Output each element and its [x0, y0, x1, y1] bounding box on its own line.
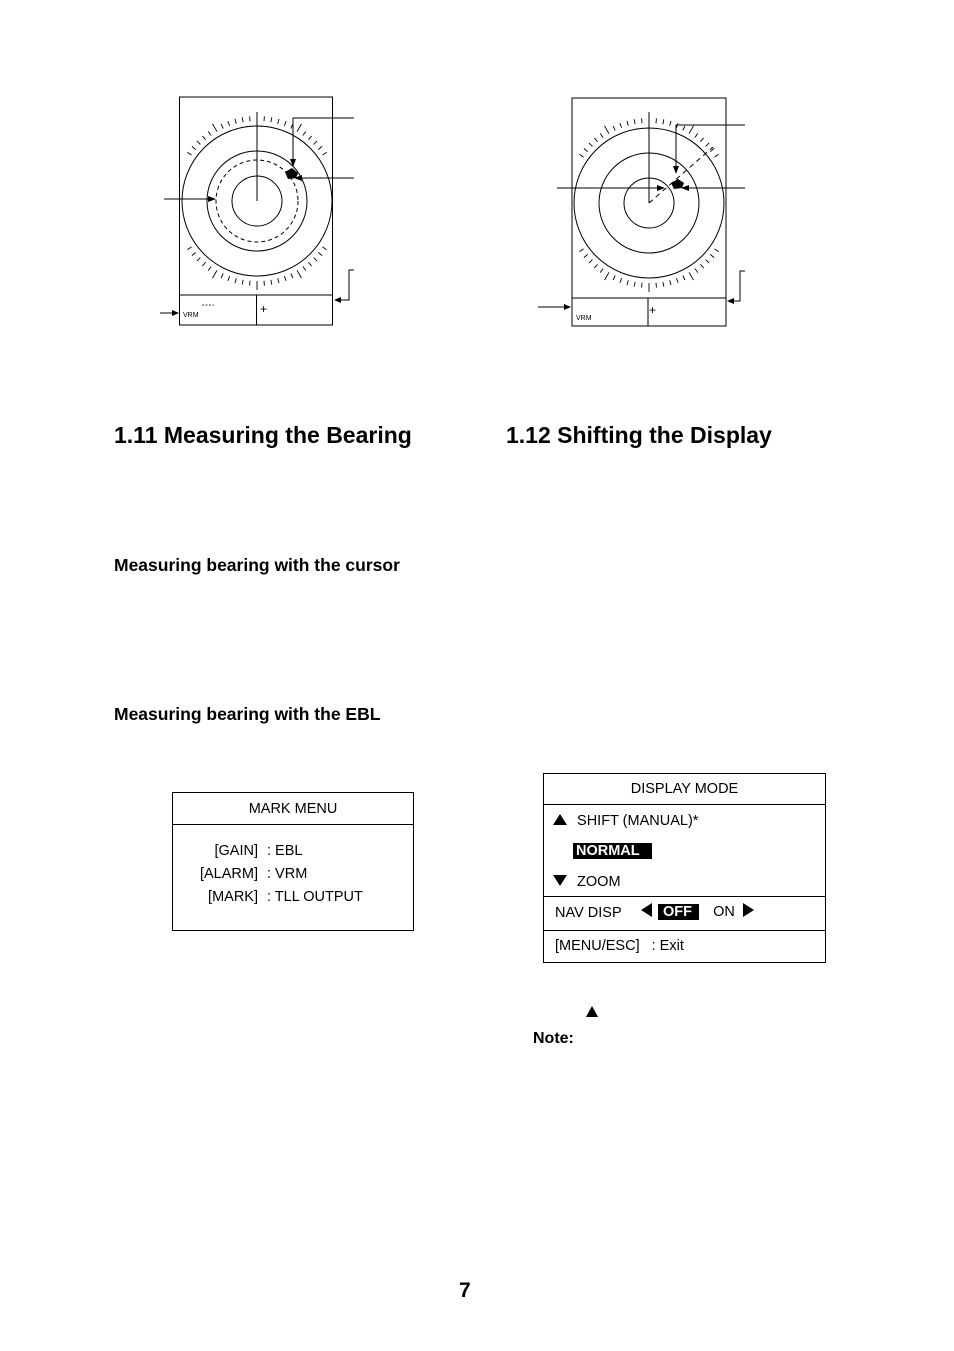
bearing-scale-tick	[594, 264, 597, 268]
bearing-scale-tick	[221, 274, 223, 279]
bearing-scale-tick	[318, 252, 322, 255]
triangle-down-icon	[553, 875, 567, 886]
bearing-scale-tick	[715, 154, 719, 157]
bearing-scale-tick	[303, 131, 306, 135]
mark-menu-title: MARK MENU	[248, 801, 338, 817]
menu-esc-exit	[555, 938, 684, 954]
bearing-scale-tick	[213, 270, 218, 278]
mark-menu-values	[267, 840, 363, 909]
bearing-scale-tick	[584, 254, 588, 257]
bearing-scale-tick	[689, 126, 694, 134]
bearing-scale-tick	[600, 269, 603, 273]
bearing-scale-tick	[700, 138, 703, 142]
bearing-scale-tick	[589, 143, 593, 147]
bearing-scale-tick	[271, 117, 272, 122]
nav-disp-on[interactable]: ON	[713, 904, 735, 920]
triangle-left-icon	[641, 903, 652, 917]
subheading-bearing-cursor: Measuring bearing with the cursor	[114, 555, 400, 575]
nav-disp-label: NAV DISP	[555, 905, 622, 921]
bearing-scale-tick	[192, 252, 196, 255]
bearing-scale-tick	[202, 136, 205, 140]
bearing-scale-tick	[303, 267, 306, 271]
bearing-scale-tick	[613, 126, 615, 131]
mark-menu-value-tll: : TLL OUTPUT	[267, 889, 363, 905]
bearing-scale-tick	[284, 121, 286, 126]
bearing-scale-tick	[689, 272, 694, 280]
bearing-scale-tick	[605, 272, 610, 280]
bearing-scale-tick	[594, 138, 597, 142]
bearing-scale-tick	[663, 119, 664, 124]
bearing-scale-tick	[278, 278, 279, 283]
bearing-scale-tick	[197, 141, 201, 145]
bearing-scale-tick	[314, 141, 318, 145]
exit-label: : Exit	[651, 938, 684, 954]
bearing-scale-tick	[600, 133, 603, 137]
bearing-scale-tick	[297, 124, 302, 132]
bearing-scale-tick	[634, 119, 635, 124]
menu-esc-key: [MENU/ESC]	[555, 938, 640, 954]
nav-disp-off[interactable]: OFF	[658, 904, 699, 920]
bearing-scale-tick	[627, 280, 628, 285]
bearing-scale-tick	[695, 133, 698, 137]
bearing-scale-tick	[589, 260, 593, 264]
display-mode-title: DISPLAY MODE	[630, 781, 739, 797]
bearing-scale-tick	[323, 247, 327, 250]
bearing-scale-tick	[323, 152, 327, 155]
bearing-scale-tick	[208, 131, 211, 135]
bearing-scale-tick	[710, 254, 714, 257]
display-mode-divider-bottom	[544, 930, 825, 931]
bearing-scale-tick	[187, 152, 191, 155]
bearing-scale-tick	[676, 278, 678, 283]
mark-menu-divider	[173, 824, 413, 825]
bearing-scale-tick	[235, 119, 236, 124]
display-mode-divider-top	[544, 804, 825, 805]
display-mode-menu-box	[543, 773, 826, 963]
bearing-scale-tick	[221, 124, 223, 129]
zoom-label: ZOOM	[577, 874, 621, 890]
triangle-right-icon	[743, 903, 754, 917]
triangle-up-icon	[586, 1004, 598, 1022]
bearing-scale-tick	[634, 282, 635, 287]
bearing-scale-tick	[683, 126, 685, 131]
vrm-readout-label: VRM	[576, 315, 592, 322]
bearing-scale-tick	[278, 119, 279, 124]
shift-manual-label: SHIFT (MANUAL)*	[577, 813, 699, 829]
bearing-scale-tick	[620, 123, 622, 128]
normal-option[interactable]	[573, 843, 652, 859]
triangle-up-icon	[553, 814, 567, 825]
bearing-scale-tick	[202, 262, 205, 266]
bearing-scale-tick	[706, 143, 710, 147]
bearing-scale-tick	[213, 124, 218, 132]
heading-shifting-display: 1.12 Shifting the Display	[506, 422, 772, 448]
bearing-scale-tick	[613, 276, 615, 281]
bearing-scale-tick	[620, 278, 622, 283]
cursor-readout-marker: +	[260, 302, 268, 316]
bearing-scale-tick	[700, 264, 703, 268]
bearing-scale-tick	[308, 262, 311, 266]
mark-menu-keys	[173, 840, 258, 909]
mark-menu-key-mark: [MARK]	[208, 889, 258, 905]
bearing-scale-tick	[242, 280, 243, 285]
bearing-scale-tick	[242, 117, 243, 122]
bearing-scale-tick	[695, 269, 698, 273]
nav-disp-selector[interactable]	[641, 903, 754, 920]
bearing-scale-tick	[314, 258, 318, 262]
bearing-scale-tick	[228, 276, 230, 281]
bearing-scale-tick	[187, 247, 191, 250]
bearing-scale-tick	[670, 280, 671, 285]
bearing-scale-tick	[605, 126, 610, 134]
normal-label: NORMAL	[573, 843, 652, 859]
note-label: Note:	[533, 1030, 574, 1047]
bearing-scale-tick	[683, 276, 685, 281]
bearing-scale-tick	[670, 121, 671, 126]
bearing-scale-tick	[715, 249, 719, 252]
mark-menu-value-vrm: : VRM	[267, 866, 308, 882]
bearing-scale-tick	[663, 282, 664, 287]
bearing-scale-tick	[271, 280, 272, 285]
mark-menu-key-alarm: [ALARM]	[199, 866, 258, 882]
page-number: 7	[459, 1279, 471, 1302]
subheading-bearing-ebl: Measuring bearing with the EBL	[114, 704, 381, 724]
bearing-scale-tick	[579, 154, 583, 157]
ebl-readout-marker: +	[649, 303, 657, 317]
mark-menu-box	[172, 792, 414, 931]
display-mode-divider-mid	[544, 896, 825, 897]
zoom-option[interactable]	[553, 874, 621, 890]
bearing-scale-tick	[284, 276, 286, 281]
bearing-scale-tick	[192, 146, 196, 149]
bearing-scale-tick	[579, 249, 583, 252]
shift-manual-option[interactable]	[553, 813, 698, 829]
bearing-scale-tick	[318, 146, 322, 149]
vrm-readout-label: VRM	[183, 312, 199, 319]
bearing-scale-tick	[291, 274, 293, 279]
bearing-scale-tick	[297, 270, 302, 278]
bearing-scale-tick	[197, 258, 201, 262]
bearing-scale-tick	[208, 267, 211, 271]
bearing-scale-tick	[706, 260, 710, 264]
bearing-scale-tick	[584, 148, 588, 151]
bearing-scale-tick	[627, 121, 628, 126]
heading-measuring-bearing: 1.11 Measuring the Bearing	[114, 422, 412, 448]
radar-diagram-ebl	[535, 90, 765, 340]
bearing-scale-tick	[235, 278, 236, 283]
mark-menu-value-ebl: : EBL	[267, 843, 303, 859]
bearing-scale-tick	[308, 136, 311, 140]
mark-menu-key-gain: [GAIN]	[214, 843, 258, 859]
bearing-scale-tick	[228, 121, 230, 126]
radar-diagram-vrm	[150, 90, 370, 340]
